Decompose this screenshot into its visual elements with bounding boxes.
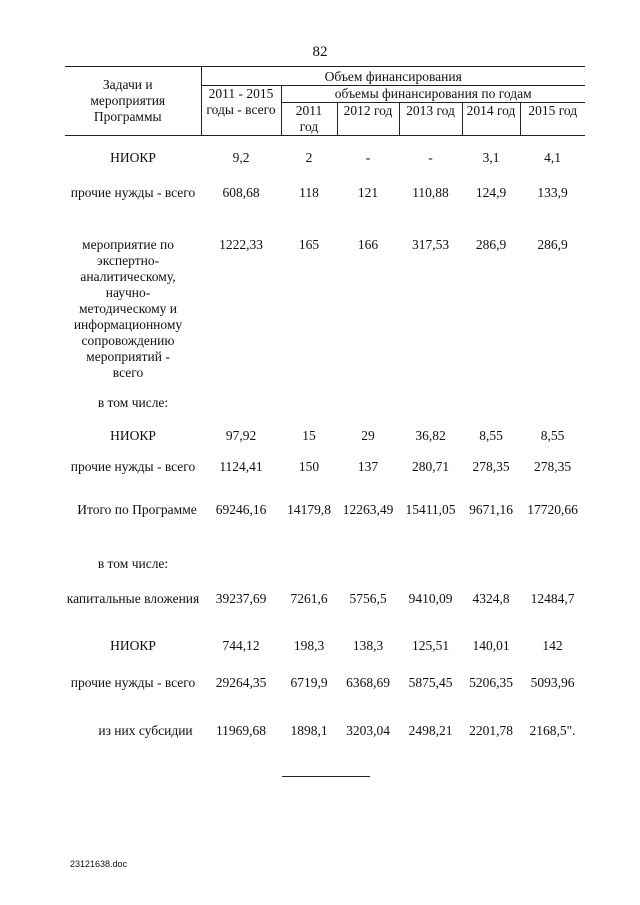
row-value: 11969,68	[215, 722, 267, 738]
row-value: 166	[357, 236, 379, 252]
row-value: 137	[357, 458, 379, 474]
row-value: 110,88	[412, 184, 449, 200]
row-value: 8,55	[479, 427, 503, 443]
row-value	[462, 395, 520, 428]
row-value: 12263,49	[342, 501, 394, 517]
table-row	[65, 502, 585, 556]
header-financing: Объем финансирования	[201, 67, 585, 86]
row-value	[337, 556, 399, 591]
table-row	[65, 723, 585, 773]
row-value	[337, 395, 399, 428]
row-value: 97,92	[225, 427, 257, 443]
row-value: 286,9	[537, 236, 568, 252]
row-value: 165	[298, 236, 320, 252]
page-number: 82	[312, 44, 328, 60]
row-label: в том числе:	[97, 394, 169, 410]
row-value: 9410,09	[408, 590, 453, 606]
row-value: 5206,35	[469, 674, 513, 690]
row-value: 5093,96	[530, 674, 575, 690]
row-label: капитальные вложения	[66, 590, 200, 606]
row-value: 124,9	[475, 184, 507, 200]
row-label: мероприятие по экспертно-аналитическому, научно-методическому и информационному сопровождению мероприятий - всего	[73, 236, 183, 380]
row-value	[399, 395, 462, 428]
row-value: 138,3	[352, 637, 384, 653]
row-value: 15411,05	[405, 501, 456, 517]
row-value: 142	[542, 637, 563, 653]
row-label: НИОКР	[110, 427, 156, 443]
row-value: 6368,69	[346, 674, 390, 690]
row-value	[520, 556, 585, 591]
row-value: 4324,8	[472, 590, 510, 606]
row-value: -	[428, 150, 433, 165]
row-value: 150	[298, 458, 320, 474]
table-row	[65, 428, 585, 459]
row-value: 29	[361, 427, 375, 443]
header-year: 2013 год	[399, 103, 462, 136]
row-value: 317,53	[411, 236, 450, 252]
row-value: 5875,45	[408, 674, 453, 690]
row-value: 118	[299, 184, 319, 200]
row-value: 3203,04	[346, 722, 390, 738]
row-label: НИОКР	[110, 150, 156, 165]
row-value: 133,9	[537, 184, 568, 200]
row-label: прочие нужды - всего	[70, 458, 196, 474]
row-value: 278,35	[472, 458, 510, 474]
row-value: 278,35	[533, 458, 572, 474]
row-value: -	[365, 150, 371, 165]
row-value: 1898,1	[290, 722, 328, 738]
row-value: 14179,8	[287, 501, 331, 517]
row-label: Итого по Программе	[77, 501, 197, 517]
row-value: 7261,6	[290, 590, 328, 606]
row-value: 69246,16	[215, 501, 267, 517]
header-by-years: объемы финансирования по годам	[281, 86, 585, 103]
row-value: 29264,35	[215, 674, 267, 690]
table-row	[65, 675, 585, 723]
row-value: 2498,21	[408, 722, 453, 738]
table-row	[65, 638, 585, 675]
table-row	[65, 237, 585, 395]
header-total: 2011 - 2015 годы - всего	[201, 86, 281, 136]
row-label: из них субсидии	[98, 722, 193, 738]
row-value: 608,68	[222, 184, 260, 200]
row-value: 15	[302, 427, 316, 443]
table-row	[65, 556, 585, 591]
row-value	[281, 556, 337, 591]
table-row	[65, 136, 585, 185]
row-value: 36,82	[415, 427, 446, 443]
row-value	[201, 395, 281, 428]
row-value: 2	[305, 150, 313, 165]
row-value: 5756,5	[349, 590, 387, 606]
header-year: 2014 год	[462, 103, 520, 136]
document-id: 23121638.doc	[70, 859, 128, 869]
row-value: 140,01	[472, 637, 510, 653]
header-year: 2015 год	[520, 103, 585, 136]
table-row	[65, 591, 585, 638]
row-value: 286,9	[475, 236, 507, 252]
row-value: 4,1	[544, 150, 561, 165]
row-label: прочие нужды - всего	[70, 184, 196, 200]
row-value	[462, 556, 520, 591]
row-value	[399, 556, 462, 591]
row-value: 125,51	[411, 637, 450, 653]
row-value	[520, 395, 585, 428]
header-year: 2012 год	[337, 103, 399, 136]
table-row	[65, 185, 585, 237]
footer-rule	[282, 776, 370, 777]
row-value: 17720,66	[527, 501, 578, 517]
row-value: 280,71	[411, 458, 450, 474]
row-value: 198,3	[293, 637, 325, 653]
header-tasks: Задачи и мероприятия Программы	[65, 67, 201, 136]
row-value: 12484,7	[530, 590, 575, 606]
row-value: 8,55	[540, 427, 565, 443]
row-value: 2168,5".	[529, 722, 576, 738]
row-value: 2201,78	[469, 722, 513, 738]
row-label: в том числе:	[97, 555, 169, 571]
row-value: 121	[357, 184, 379, 200]
row-value: 9671,16	[469, 501, 513, 517]
header-year: 2011 год	[281, 103, 337, 136]
table-row	[65, 395, 585, 428]
row-value: 6719,9	[290, 674, 328, 690]
row-value	[201, 556, 281, 591]
table-row	[65, 459, 585, 502]
row-value: 39237,69	[215, 590, 267, 606]
row-value: 1124,41	[219, 458, 263, 474]
row-value: 3,1	[482, 150, 500, 165]
financing-table	[65, 66, 585, 773]
row-value: 1222,33	[219, 236, 263, 252]
row-value	[281, 395, 337, 428]
row-label: прочие нужды - всего	[70, 674, 196, 690]
row-label: НИОКР	[110, 637, 156, 653]
row-value: 744,12	[222, 637, 260, 653]
row-value: 9,2	[232, 150, 250, 165]
